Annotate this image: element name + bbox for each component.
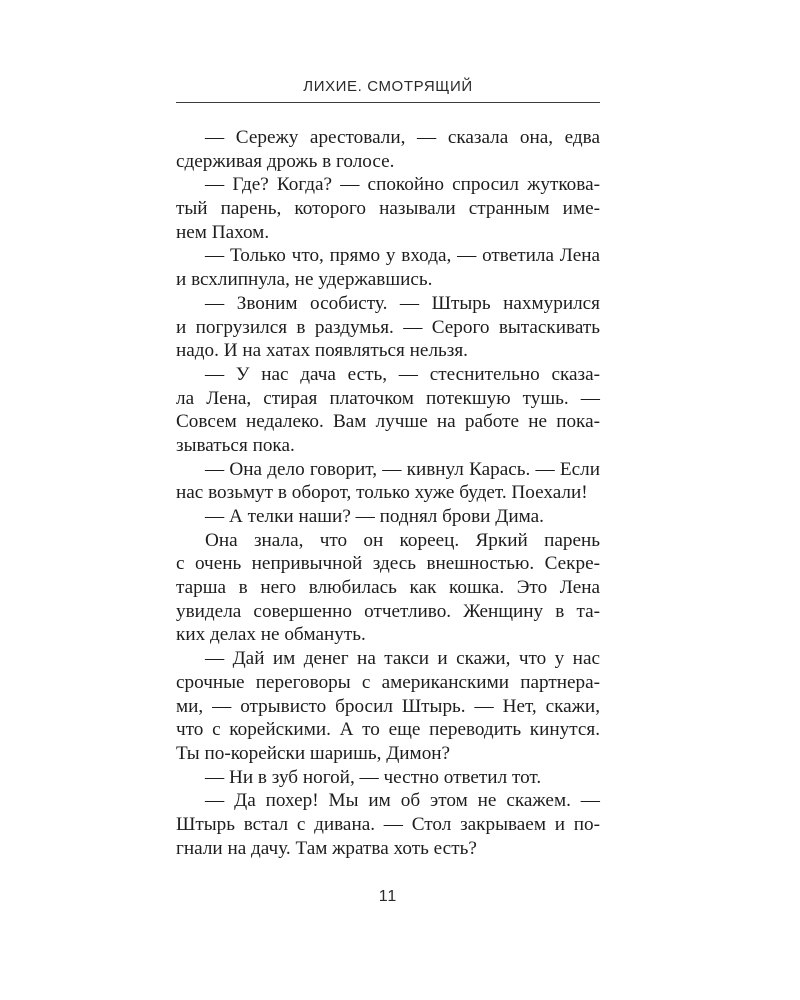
text-line: — Дай им денег на такси и скажи, что у нас xyxy=(205,648,600,670)
text-line: — Да похер! Мы им об этом не скажем. — xyxy=(205,790,600,812)
text-line: ла Лена, стирая платочком потекшую тушь. — xyxy=(176,387,600,409)
text-line: срочные переговоры с американскими партнера- xyxy=(176,671,600,693)
running-head: ЛИХИЕ. СМОТРЯЩИЙ xyxy=(303,78,473,95)
text-line: — Звоним особисту. — Штырь нахмурился xyxy=(205,292,600,314)
text-line: ких делах не обмануть. xyxy=(176,624,366,646)
text-line: — Сережу арестовали, — сказала она, едва xyxy=(205,127,600,148)
text-line: с очень непривычной здесь внешностью. Секре- xyxy=(176,553,600,575)
text-line: нем Пахом. xyxy=(176,221,270,243)
text-line: Она знала, что он кореец. Яркий парень xyxy=(205,529,600,551)
text-line: нас возьмут в оборот, только хуже будет. Поехали! xyxy=(176,482,588,504)
text-line: что с корейскими. А то еще переводить кинутся. xyxy=(176,719,600,741)
text-line: Ты по-корейски шаришь, Димон? xyxy=(176,742,451,764)
text-line: — Где? Когда? — спокойно спросил жуткова- xyxy=(205,174,600,196)
body-text xyxy=(176,126,600,860)
text-line: Совсем недалеко. Вам лучше на работе не пока- xyxy=(176,411,600,433)
text-line: — Ни в зуб ногой, — честно ответил тот. xyxy=(205,766,542,788)
page-number: 11 xyxy=(378,888,398,905)
text-line: — Она дело говорит, — кивнул Карась. — Если xyxy=(205,458,600,480)
text-line: — А телки наши? — поднял брови Дима. xyxy=(205,506,544,527)
header-rule xyxy=(176,102,600,103)
text-line: тый парень, которого называли странным име- xyxy=(176,198,600,220)
text-line: сдерживая дрожь в голосе. xyxy=(176,150,395,172)
text-line: Штырь встал с дивана. — Стол закрываем и по- xyxy=(176,813,600,835)
text-line: ми, — отрывисто бросил Штырь. — Нет, скажи, xyxy=(176,695,600,717)
text-line: зываться пока. xyxy=(176,434,295,456)
text-line: — У нас дача есть, — стеснительно сказа- xyxy=(205,363,600,385)
text-line: и всхлипнула, не удержавшись. xyxy=(176,269,433,291)
text-line: увидела совершенно отчетливо. Женщину в та- xyxy=(176,600,600,622)
text-line: — Только что, прямо у входа, — ответила Лена xyxy=(205,245,600,267)
text-line: надо. И на хатах появляться нельзя. xyxy=(176,340,468,362)
text-line: и погрузился в раздумья. — Серого вытаскивать xyxy=(176,316,600,338)
text-line: гнали на дачу. Там жратва хоть есть? xyxy=(176,837,477,859)
text-line: тарша в него влюбилась как кошка. Это Лена xyxy=(176,577,600,599)
